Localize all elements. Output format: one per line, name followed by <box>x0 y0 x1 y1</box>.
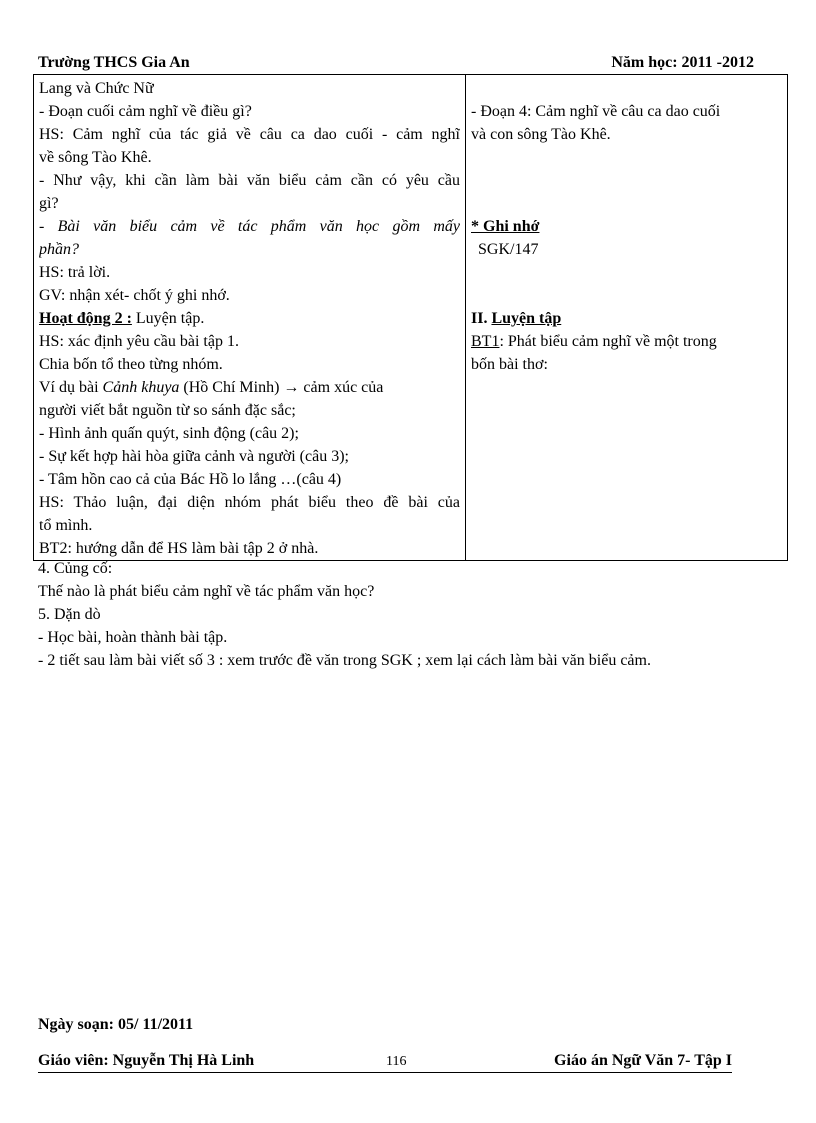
text-line: HS: xác định yêu cầu bài tập 1. <box>39 333 239 350</box>
page-header <box>38 54 754 75</box>
italic-question: Bài văn biểu cảm về tác phẩm văn học gồm mấy <box>57 218 460 235</box>
text-line: bốn bài thơ: <box>471 356 548 373</box>
text-line: người viết bắt nguồn từ so sánh đặc sắc; <box>39 402 296 419</box>
note-heading: * Ghi nhớ <box>471 218 540 235</box>
text-line: HS: Thảo luận, đại diện nhóm phát biểu theo đề bài của <box>39 494 460 511</box>
lesson-table <box>33 74 788 561</box>
page-footer <box>38 1052 732 1073</box>
text-line: - Như vậy, khi cần làm bài văn biểu cảm cần có yêu cầu <box>39 172 460 189</box>
school-name: Trường THCS Gia An <box>38 54 190 71</box>
text-line: - Tâm hồn cao cả của Bác Hồ lo lắng …(câu 4) <box>39 471 342 488</box>
practice-heading <box>471 307 782 330</box>
example-line <box>39 376 460 399</box>
example-rest: (Hồ Chí Minh) → cảm xúc của <box>179 379 384 396</box>
text-line: - Sự kết hợp hài hòa giữa cảnh và người (câu 3); <box>39 448 349 465</box>
text-line: HS: Cảm nghĩ của tác giả về câu ca dao cuối - cảm nghĩ <box>39 126 460 143</box>
activity-title: Luyện tập. <box>131 310 205 327</box>
activity-label: Hoạt động 2 : <box>39 310 132 327</box>
school-year: Năm học: 2011 -2012 <box>611 54 754 71</box>
text-line: về sông Tào Khê. <box>39 149 152 166</box>
text-line: BT2: hướng dẫn để HS làm bài tập 2 ở nhà. <box>39 540 319 557</box>
exercise-label: BT1 <box>471 333 500 350</box>
text-line: - Học bài, hoàn thành bài tập. <box>38 629 228 646</box>
text-line: Lang và Chức Nữ <box>39 80 154 97</box>
text-line: Thế nào là phát biểu cảm nghĩ về tác phẩm văn học? <box>38 583 375 600</box>
content-column <box>466 75 788 561</box>
page-number: 116 <box>386 1054 407 1069</box>
closing-section <box>38 557 798 672</box>
text-line: - Đoạn cuối cảm nghĩ về điều gì? <box>39 103 252 120</box>
text-line: 4. Củng cố: <box>38 560 113 577</box>
text-line: GV: nhận xét- chốt ý ghi nhớ. <box>39 287 230 304</box>
text-line: 5. Dặn dò <box>38 606 101 623</box>
teacher-name: Giáo viên: Nguyễn Thị Hà Linh <box>38 1052 255 1069</box>
exercise-text: : Phát biểu cảm nghĩ về một trong <box>499 333 717 350</box>
activity-heading <box>39 307 460 330</box>
section-number: II. <box>471 310 492 327</box>
text-line: - 2 tiết sau làm bài viết số 3 : xem trước đề văn trong SGK ; xem lại cách làm bài văn biểu cảm. <box>38 652 651 669</box>
text-line: - Đoạn 4: Cảm nghĩ về câu ca dao cuối <box>471 103 721 120</box>
text-line: HS: trả lời. <box>39 264 111 281</box>
exercise-line <box>471 330 782 353</box>
book-title: Giáo án Ngữ Văn 7- Tập I <box>554 1052 732 1069</box>
text-line: tổ mình. <box>39 517 93 534</box>
poem-title: Cảnh khuya <box>102 379 180 396</box>
dash: - <box>39 218 45 235</box>
question-line <box>39 215 460 238</box>
example-prefix: Ví dụ bài <box>39 379 103 396</box>
activities-column <box>34 75 466 561</box>
text-line: Chia bốn tổ theo từng nhóm. <box>39 356 223 373</box>
text-line: gì? <box>39 195 59 212</box>
text-line: phần? <box>39 241 79 258</box>
text-line: và con sông Tào Khê. <box>471 126 611 143</box>
section-title: Luyện tập <box>491 310 562 327</box>
text-line: - Hình ảnh quấn quýt, sinh động (câu 2); <box>39 425 299 442</box>
note-reference: SGK/147 <box>478 241 539 258</box>
preparation-date: Ngày soạn: 05/ 11/2011 <box>38 1016 194 1033</box>
